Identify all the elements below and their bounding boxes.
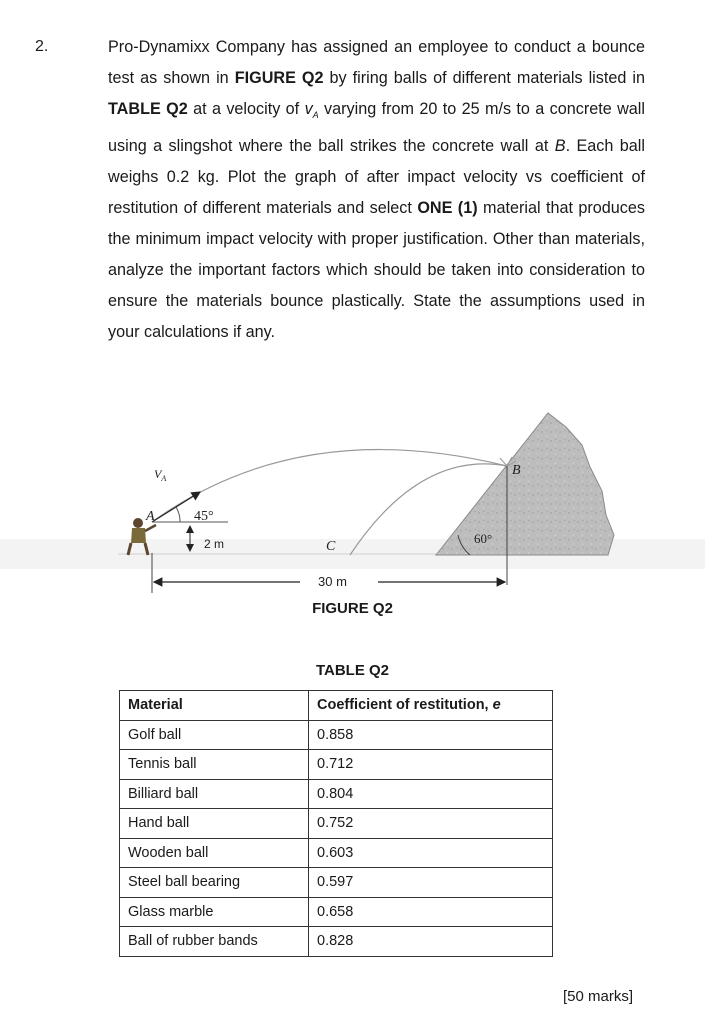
bounce-test-figure xyxy=(0,375,705,630)
coefficient-cell: 0.597 xyxy=(309,868,553,898)
point-b-label: B xyxy=(512,463,521,478)
question-number: 2. xyxy=(35,38,49,55)
table-header-row xyxy=(120,691,553,721)
question-text-part-5: . Each ball weighs 0.2 kg. Plot the graph of after impact velocity vs coefficient of restitution of different materials and select xyxy=(108,137,645,218)
coefficient-cell: 0.752 xyxy=(309,809,553,839)
launch-angle-label: 45° xyxy=(194,509,214,524)
question-text-part-4: varying from 20 to 25 m/s to a concrete wall using a slingshot where the ball strikes the concrete wall at xyxy=(108,100,646,156)
table-row xyxy=(120,750,553,780)
material-cell: Ball of rubber bands xyxy=(120,927,309,957)
concrete-wall xyxy=(436,413,614,555)
height-label: 2 m xyxy=(204,537,225,551)
material-cell: Billiard ball xyxy=(120,779,309,809)
material-cell: Wooden ball xyxy=(120,838,309,868)
table-row xyxy=(120,897,553,927)
table-reference: TABLE Q2 xyxy=(108,100,188,118)
point-a-label: A xyxy=(146,509,155,524)
coefficient-cell: 0.858 xyxy=(309,720,553,750)
coefficient-cell: 0.828 xyxy=(309,927,553,957)
question-text-part-6: material that produces the minimum impact velocity with proper justification. Other than materials, analyze the important factors which should be taken into consideration to ensure the materials bounce plastically. State the assumptions used in your calculations if any. xyxy=(108,199,645,342)
restitution-symbol: e xyxy=(492,697,501,714)
table-row xyxy=(120,779,553,809)
question-text-part-1: Pro-Dynamixx Company has assigned an employee to conduct a bounce test as shown in xyxy=(108,38,645,87)
materials-table xyxy=(119,690,553,957)
material-cell: Steel ball bearing xyxy=(120,868,309,898)
material-cell: Hand ball xyxy=(120,809,309,839)
point-b-reference: B xyxy=(554,137,566,156)
coefficient-cell: 0.712 xyxy=(309,750,553,780)
table-row xyxy=(120,868,553,898)
table-row xyxy=(120,838,553,868)
marks-label: [50 marks] xyxy=(562,988,633,1005)
velocity-symbol: v xyxy=(304,100,313,118)
header-coefficient: Coefficient of restitution, e xyxy=(309,691,553,721)
coefficient-cell: 0.804 xyxy=(309,779,553,809)
figure-caption: FIGURE Q2 xyxy=(312,600,393,617)
select-count: ONE (1) xyxy=(417,199,478,218)
material-cell: Glass marble xyxy=(120,897,309,927)
velocity-subscript: A xyxy=(312,110,319,121)
table-title: TABLE Q2 xyxy=(315,662,390,679)
coefficient-cell: 0.658 xyxy=(309,897,553,927)
question-text-part-2: by firing balls of different materials listed in xyxy=(323,69,645,87)
header-material: Material xyxy=(120,691,309,721)
material-cell: Tennis ball xyxy=(120,750,309,780)
table-row xyxy=(120,809,553,839)
velocity-label: $V_A$ xyxy=(154,467,167,483)
table-row xyxy=(120,720,553,750)
coefficient-cell: 0.603 xyxy=(309,838,553,868)
point-c-label: C xyxy=(326,539,336,554)
distance-label: 30 m xyxy=(318,574,347,589)
wall-angle-label: 60° xyxy=(474,531,493,546)
material-cell: Golf ball xyxy=(120,720,309,750)
figure-reference: FIGURE Q2 xyxy=(234,69,324,87)
table-row xyxy=(120,927,553,957)
question-text-part-3: at a velocity of xyxy=(187,100,305,118)
question-text xyxy=(108,32,645,348)
